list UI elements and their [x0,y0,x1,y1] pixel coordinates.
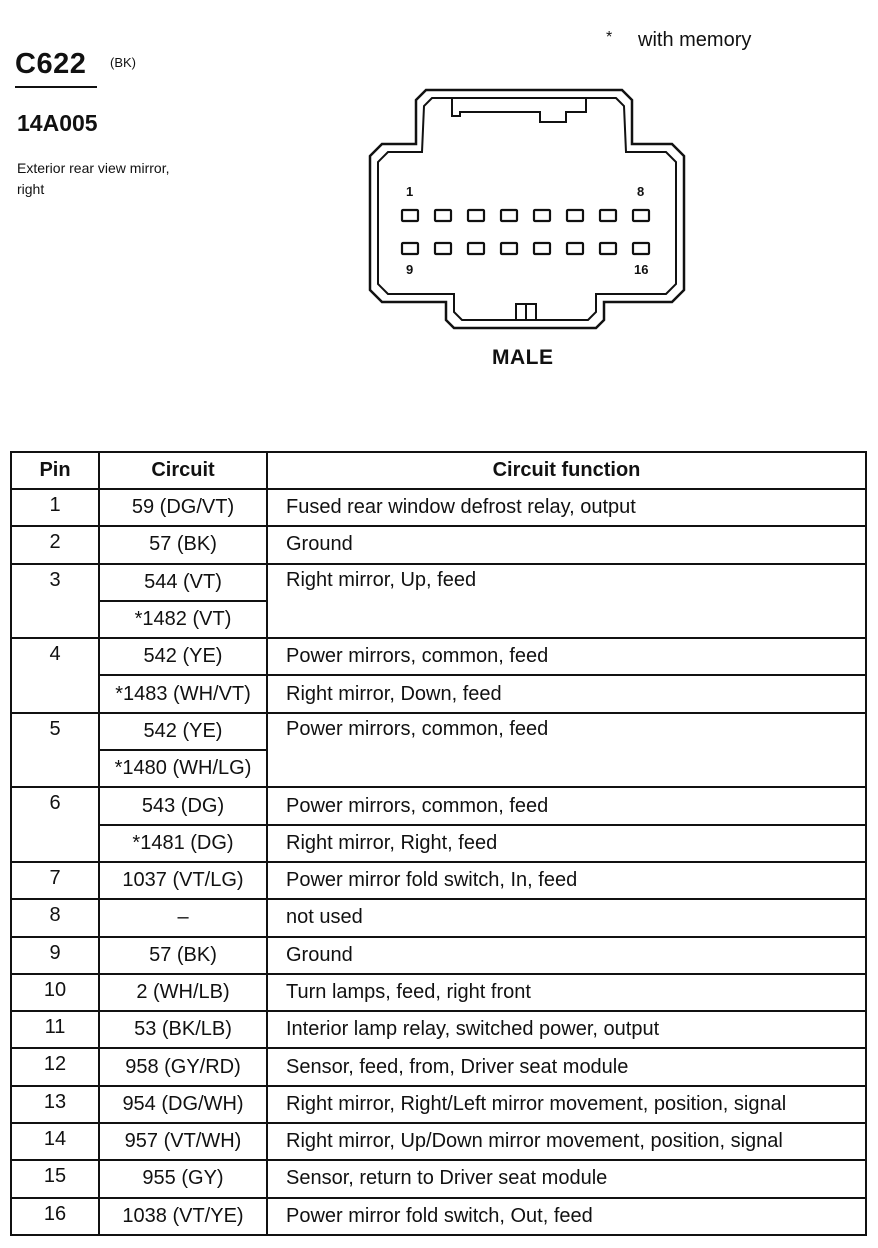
pin-label-16: 16 [634,262,649,277]
function-cell: Power mirrors, common, feed [267,787,866,824]
header-function: Circuit function [267,452,866,489]
table-row [11,526,866,563]
pin-number-cell: 16 [11,1198,99,1235]
function-cell: not used [267,899,866,936]
table-row [11,974,866,1011]
function-cell: Power mirror fold switch, Out, feed [267,1198,866,1235]
circuit-cell: 954 (DG/WH) [99,1086,267,1123]
table-row [11,899,866,936]
function-cell: Sensor, feed, from, Driver seat module [267,1048,866,1085]
connector-face-diagram [360,82,700,342]
function-cell: Power mirror fold switch, In, feed [267,862,866,899]
pin-label-9: 9 [406,262,414,277]
connector-id: C622 [15,48,87,80]
pin-label-8: 8 [637,184,645,199]
circuit-cell: *1480 (WH/LG) [99,750,267,787]
table-header-row [11,452,866,489]
circuit-cell: 544 (VT) [99,564,267,601]
circuit-cell: 1038 (VT/YE) [99,1198,267,1235]
pin-number-cell: 13 [11,1086,99,1123]
legend-symbol: * [606,29,613,46]
circuit-cell: 955 (GY) [99,1160,267,1197]
circuit-cell: *1483 (WH/VT) [99,675,267,712]
table-row [11,638,866,675]
table-row [11,1048,866,1085]
circuit-cell: 958 (GY/RD) [99,1048,267,1085]
table-row [11,937,866,974]
circuit-cell: 957 (VT/WH) [99,1123,267,1160]
table-row [11,564,866,601]
pin-number-cell: 5 [11,713,99,788]
table-row [11,862,866,899]
function-cell: Fused rear window defrost relay, output [267,489,866,526]
circuit-cell: 57 (BK) [99,526,267,563]
connector-color: (BK) [110,55,136,70]
circuit-cell: 59 (DG/VT) [99,489,267,526]
function-cell: Turn lamps, feed, right front [267,974,866,1011]
function-cell: Power mirrors, common, feed [267,713,866,788]
circuit-cell: 542 (YE) [99,713,267,750]
circuit-cell: 1037 (VT/LG) [99,862,267,899]
function-cell: Interior lamp relay, switched power, output [267,1011,866,1048]
circuit-cell: *1482 (VT) [99,601,267,638]
pin-number-cell: 14 [11,1123,99,1160]
function-cell: Ground [267,937,866,974]
table-row [11,1011,866,1048]
pin-row-bottom [402,243,649,254]
pin-number-cell: 2 [11,526,99,563]
table-row [11,787,866,824]
function-cell: Ground [267,526,866,563]
header-circuit: Circuit [99,452,267,489]
pinout-table [10,451,867,1236]
function-cell: Right mirror, Up, feed [267,564,866,639]
connector-description: Exterior rear view mirror, right [17,160,170,197]
table-row [11,1198,866,1235]
table-row [11,489,866,526]
table-row [11,1160,866,1197]
pinout-body [11,489,866,1235]
table-row [11,675,866,712]
function-cell: Power mirrors, common, feed [267,638,866,675]
pin-number-cell: 8 [11,899,99,936]
title-underline [15,86,97,88]
pin-number-cell: 12 [11,1048,99,1085]
pin-row-top [402,210,649,221]
circuit-cell: *1481 (DG) [99,825,267,862]
pin-number-cell: 11 [11,1011,99,1048]
function-cell: Right mirror, Up/Down mirror movement, position, signal [267,1123,866,1160]
pin-number-cell: 6 [11,787,99,862]
function-cell: Right mirror, Down, feed [267,675,866,712]
header-pin: Pin [11,452,99,489]
circuit-cell: 57 (BK) [99,937,267,974]
circuit-cell: – [99,899,267,936]
circuit-cell: 543 (DG) [99,787,267,824]
table-row [11,713,866,750]
table-row [11,825,866,862]
circuit-cell: 2 (WH/LB) [99,974,267,1011]
pin-number-cell: 7 [11,862,99,899]
pin-number-cell: 4 [11,638,99,713]
function-cell: Right mirror, Right, feed [267,825,866,862]
table-row [11,1123,866,1160]
view-label: MALE [492,346,554,369]
table-row [11,1086,866,1123]
pin-number-cell: 10 [11,974,99,1011]
part-number: 14A005 [17,110,98,136]
function-cell: Sensor, return to Driver seat module [267,1160,866,1197]
pin-number-cell: 15 [11,1160,99,1197]
pin-number-cell: 3 [11,564,99,639]
function-cell: Right mirror, Right/Left mirror movement, position, signal [267,1086,866,1123]
pin-number-cell: 1 [11,489,99,526]
legend-text: with memory [638,29,752,51]
circuit-cell: 542 (YE) [99,638,267,675]
circuit-cell: 53 (BK/LB) [99,1011,267,1048]
pin-number-cell: 9 [11,937,99,974]
pin-label-1: 1 [406,184,414,199]
